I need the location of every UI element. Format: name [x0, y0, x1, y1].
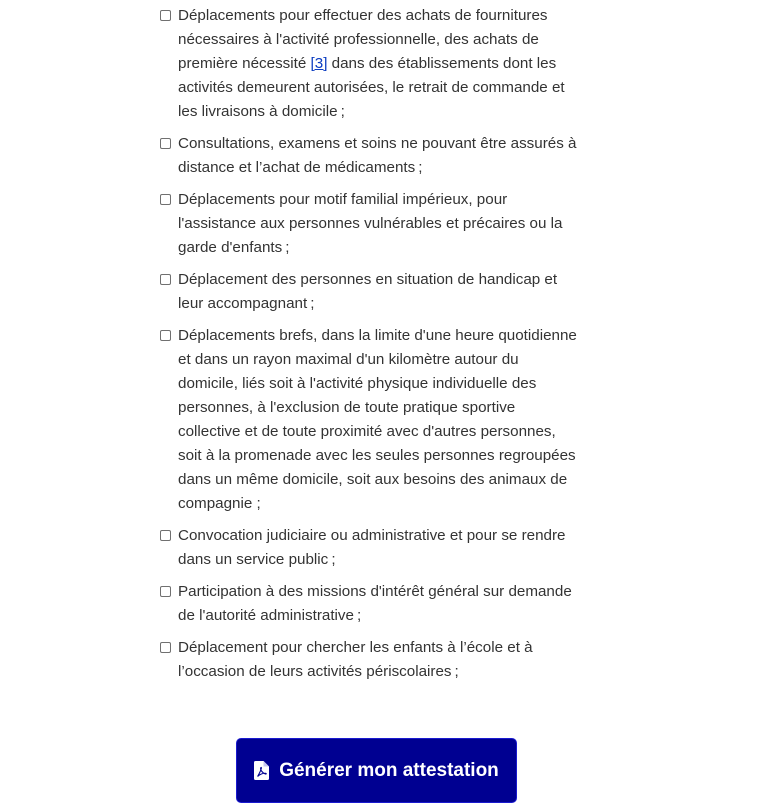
- reason-label-famille[interactable]: Déplacements pour motif familial impérieux, pour l'assistance aux personnes vulnérables et précaires ou la garde d'enfants ;: [178, 191, 563, 256]
- reason-item-sport-animaux: [160, 324, 580, 516]
- checkbox-famille[interactable]: [160, 194, 171, 205]
- reason-label-achats[interactable]: Déplacements pour effectuer des achats de fournitures nécessaires à l'activité professionnelle, des achats de première nécessité [3] dans des établissements dont les activités demeurent autorisées, le retrait de commande et les livraisons à domicile ;: [178, 7, 565, 120]
- reason-label-sport-animaux[interactable]: Déplacements brefs, dans la limite d'une heure quotidienne et dans un rayon maximal d'un kilomètre autour du domicile, liés soit à l'activité physique individuelle des personnes, à l'exclusion de toute pratique sportive collective et de toute proximité avec d'autres personnes, soit à la promenade avec les seules personnes regroupées dans un même domicile, soit aux besoins des animaux de compagnie ;: [178, 327, 577, 512]
- reason-item-sante: [160, 132, 580, 180]
- checkbox-enfants[interactable]: [160, 642, 171, 653]
- reason-item-famille: [160, 188, 580, 260]
- generate-button-label: Générer mon attestation: [279, 759, 499, 781]
- reason-item-handicap: [160, 268, 580, 316]
- generate-attestation-button[interactable]: [236, 738, 517, 803]
- reason-item-convocation: [160, 524, 580, 572]
- checkbox-convocation[interactable]: [160, 530, 171, 541]
- reason-item-achats: [160, 4, 580, 124]
- reason-item-enfants: [160, 636, 580, 684]
- reason-label-missions[interactable]: Participation à des missions d'intérêt général sur demande de l'autorité administrative ;: [178, 583, 572, 624]
- checkbox-handicap[interactable]: [160, 274, 171, 285]
- pdf-file-icon: [254, 761, 269, 780]
- reason-item-missions: [160, 580, 580, 628]
- checkbox-sport-animaux[interactable]: [160, 330, 171, 341]
- generate-button-container: [236, 738, 517, 803]
- footnote-link[interactable]: [3]: [310, 55, 328, 72]
- reasons-list: [160, 0, 580, 692]
- checkbox-sante[interactable]: [160, 138, 171, 149]
- checkbox-missions[interactable]: [160, 586, 171, 597]
- checkbox-achats[interactable]: [160, 10, 171, 21]
- reason-label-sante[interactable]: Consultations, examens et soins ne pouvant être assurés à distance et l’achat de médicaments ;: [178, 135, 577, 176]
- reason-label-convocation[interactable]: Convocation judiciaire ou administrative et pour se rendre dans un service public ;: [178, 527, 566, 568]
- reason-label-handicap[interactable]: Déplacement des personnes en situation de handicap et leur accompagnant ;: [178, 271, 558, 312]
- reason-label-enfants[interactable]: Déplacement pour chercher les enfants à l’école et à l’occasion de leurs activités périscolaires ;: [178, 639, 533, 680]
